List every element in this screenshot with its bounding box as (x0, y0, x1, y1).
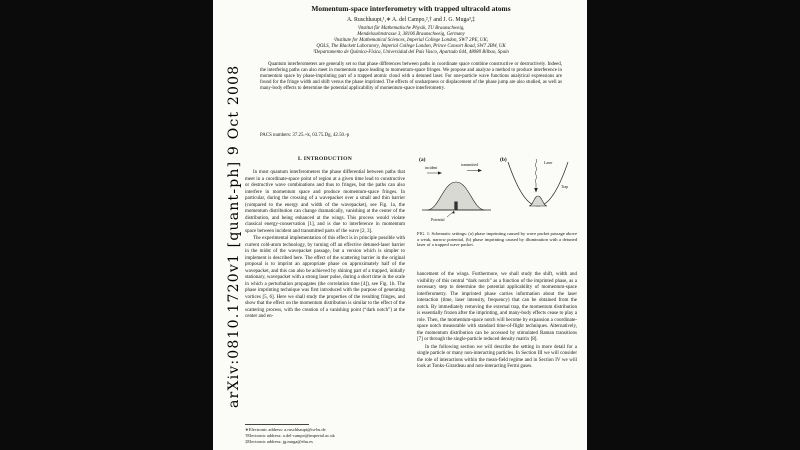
figure-label-incident: incident (425, 166, 438, 170)
figure-label-laser: Laser (544, 161, 553, 165)
authors-line: A. Ruschhaupt,¹,∗ A. del Campo,²,† and J. G. Muga³,‡ (346, 17, 476, 23)
figure-label-transmitted: transmitted (461, 163, 479, 167)
figure-panel-b-label: (b) (500, 157, 507, 163)
affiliation-line: QOLS, The Blackett Laboratory, Imperial College London, Prince Consort Road, SW7 2BW, UK (316, 43, 506, 49)
footnote-email-3: ‡Electronic address: jg.muga@ehu.es (245, 439, 313, 445)
affiliation-line: ²Institute for Mathematical Sciences, Imperial College London, SW7 2PE, UK; (333, 37, 489, 43)
laser-squiggle (535, 159, 536, 188)
footnote-email-2: †Electronic address: a.del-campo@imperial.ac.uk (245, 433, 335, 439)
right-paragraph-1: hancement of the wings. Furthermore, we shall study the shift, width and visibility of this central “dark notch” as a function of the imprinted phase, as a necessary step to determine the potential applicability of momentum-space interferometry. The imprinted phase carries information about the laser interaction (time, laser intensity, frequency) that can be obtained from the notch. By immediately removing the external trap, the momentum distribution is essentially frozen after the imprinting, and many-body effects cease to play a role. Then, the momentum-space notch will become by expansion a coordinate-space notch measurable with standard time-of-flight techniques. Alternatively, the momentum distribution can be accessed by stimulated Raman transitions [7] or through the single-particle reduced density matrix [8]. (417, 272, 577, 343)
affiliations (245, 26, 577, 55)
affiliation-line: ³Departamento de Química-Física, Universidad del País Vasco, Apartado 644, 48080 Bilbao, Spain (313, 49, 509, 55)
figure-1-caption: FIG. 1: Schematic settings: (a) phase imprinting caused by wave packet passage above a weak, narrow potential, (b) phase imprinting caused by illumination with a detuned laser of a trapped wave packet. (417, 231, 577, 248)
section-heading-introduction: I. INTRODUCTION (297, 156, 353, 162)
figure-1-schematic (417, 152, 577, 226)
intro-paragraph-1: In most quantum interferometers the phase differential between paths that meet in a coordinate-space point of region at a given time lead to constructive or destructive wave combinations and thus to fringes, but the paths can also interfere in momentum space and produce momentum-space fringes. In particular, during the crossing of a wavepacket over a small and thin barrier (compared to the energy and width of the wavepacket), see Fig. 1a, the momentum distribution can change dramatically, vanishing at the center of the distribution, and being enhanced at the wings. This process would violate classical energy-conservation [1], and is due to interference in momentum space between incident and transmitted parts of the wave [2, 3]. (245, 170, 405, 234)
laser-arrowhead-icon (534, 188, 538, 193)
incident-arrowhead-icon (438, 171, 442, 174)
footnote-email-1: ∗Electronic address: a.ruschhaupt@tu-bs.de (245, 427, 326, 433)
left-column (245, 152, 405, 450)
transmitted-arrowhead-icon (478, 169, 482, 172)
potential-barrier (454, 202, 457, 211)
right-column (417, 152, 577, 450)
wave-packet-b (529, 196, 547, 206)
right-paragraph-2: In the following section we will describe the setting in more detail for a single particle or many non-interacting particles. In Section III we will consider the role of interactions within the mean-field regime and in Section IV we will look at Tonks-Girardeau and non-interacting Fermi gases. (417, 344, 577, 370)
paper-title: Momentum-space interferometry with trapped ultracold atoms (311, 4, 511, 13)
paper-page (213, 0, 587, 450)
right-column-text (417, 272, 577, 371)
figure-label-potential: Potential (431, 218, 445, 222)
potential-arrow (447, 212, 454, 218)
footnotes (245, 424, 405, 445)
figure-label-trap: Trap (561, 185, 569, 189)
arxiv-watermark: arXiv:0810.1720v1 [quant-ph] 9 Oct 2008 (226, 64, 242, 408)
figure-panel-a-label: (a) (419, 157, 426, 163)
abstract: Quantum interferometers are generally set so that phase differences between paths in coordinate space combine constructive or destructively. Indeed, the interfering paths can also meet in momentum space leading to momentum-space fringes. We propose and analyze a method to produce interference in momentum space by phase-imprinting part of a trapped atomic cloud with a detuned laser. For one-particle wave functions analytical expressions are found for the fringe width and shift versus the phase imprinted. The effects of unsharpness or displacement of the phase jump are also studied, as well as many-body effects to determine the potential applicability of momentum-space interferometry. (260, 62, 562, 91)
intro-paragraph-2: The experimental implementation of this effect is in principle possible with current cold-atom technology, by turning off an effective detuned-laser barrier in the midst of the wavepacket passage, but a version which is simpler to implement is described here. The effect of the scattering barrier in the original proposal is to imprint an appropriate phase on approximately half of the wavepacket, and this can also be achieved by shining part of a trapped, initially stationary, wavepacket with a strong laser pulse, during a short time in the scale in which a perturbation propagates (the correlation time [4]), see Fig. 1b. The phase imprinting technique was first introduced with the purpose of generating vortices [5, 6]. Here we shall study the properties of the resulting fringes, and show that the effect on the momentum distribution is similar to the effect of the scattering process, with the creation of a vanishing point (“dark notch”) at the center and en- (245, 236, 405, 319)
footnote-rule (245, 424, 309, 425)
pacs-line: PACS numbers: 37.25.+k, 03.75.Dg, 42.50.-p (260, 133, 350, 138)
paper-content (245, 0, 577, 450)
affiliation-line: Mendelssohnstrasse 3, 38106 Braunschweig, Germany (357, 31, 465, 37)
affiliation-line: ¹Institut für Mathematische Physik, TU Braunschweig, (357, 26, 465, 31)
